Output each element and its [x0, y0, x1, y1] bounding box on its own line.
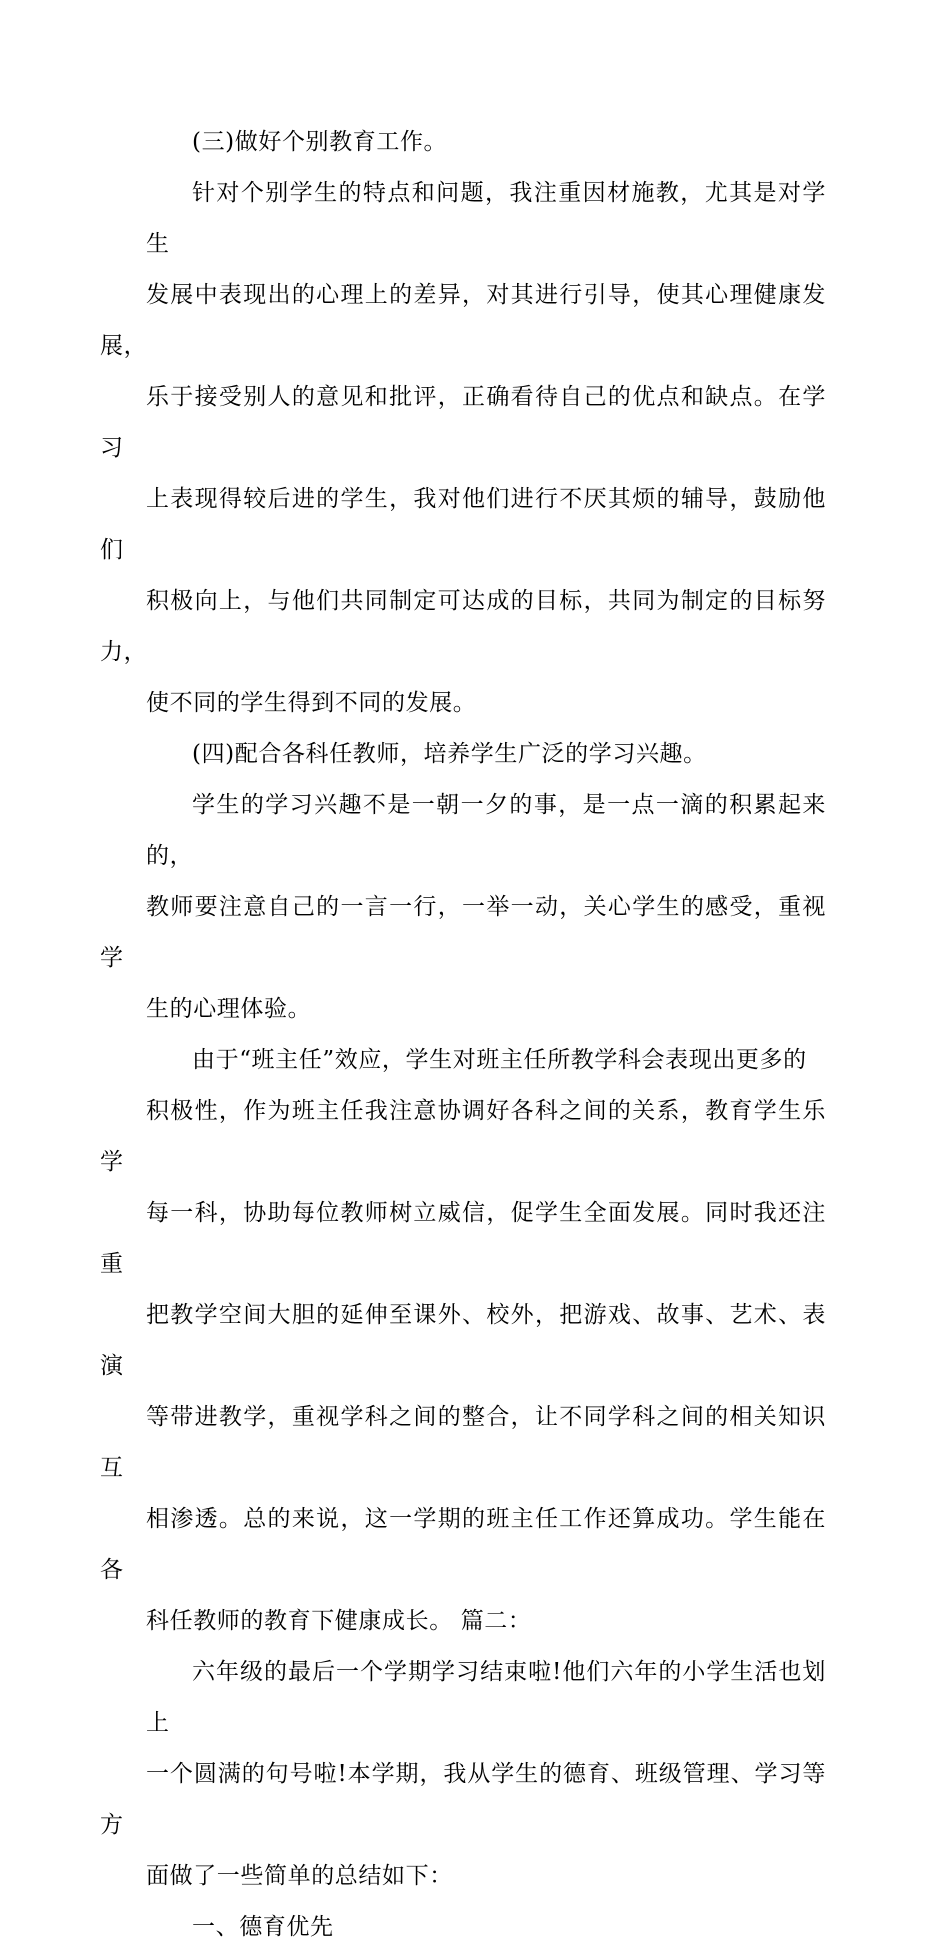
text-line: 教师要注意自己的一言一行，一举一动，关心学生的感受，重视学 — [100, 894, 826, 971]
text-line: 六年级的最后一个学期学习结束啦!他们六年的小学生活也划上 — [146, 1659, 826, 1736]
text-line: 使不同的学生得到不同的发展。 — [146, 690, 477, 716]
section-heading-individual-education — [146, 117, 826, 168]
text-line: 一个圆满的句号啦!本学期，我从学生的德育、班级管理、学习等方 — [100, 1761, 826, 1838]
text-line: 学生的学习兴趣不是一朝一夕的事，是一点一滴的积累起来的， — [146, 792, 826, 869]
document-body — [100, 117, 826, 1953]
text-line: 把教学空间大胆的延伸至课外、校外，把游戏、故事、艺术、表演 — [100, 1302, 826, 1379]
text-line: 面做了一些简单的总结如下： — [146, 1863, 453, 1889]
text-line: 科任教师的教育下健康成长。 篇二： — [146, 1608, 532, 1634]
text-line: 针对个别学生的特点和问题，我注重因材施教，尤其是对学生 — [146, 180, 826, 257]
paragraph-learning-interest — [100, 780, 826, 1035]
text-line: 等带进教学，重视学科之间的整合，让不同学科之间的相关知识互 — [100, 1404, 826, 1481]
section-heading-cooperate-teachers — [146, 729, 826, 780]
paragraph-grade-six-summary — [100, 1647, 826, 1902]
text-line: 相渗透。总的来说，这一学期的班主任工作还算成功。学生能在各 — [100, 1506, 826, 1583]
text-line: 乐于接受别人的意见和批评，正确看待自己的优点和缺点。在学习 — [100, 384, 826, 461]
text-line: 发展中表现出的心理上的差异，对其进行引导，使其心理健康发展， — [100, 282, 826, 359]
text-line: 一、德育优先 — [192, 1914, 334, 1940]
text-line: 生的心理体验。 — [146, 996, 312, 1022]
text-line: 积极向上，与他们共同制定可达成的目标，共同为制定的目标努力， — [100, 588, 826, 665]
paragraph-head-teacher-effect — [100, 1035, 826, 1647]
text-line: 上表现得较后进的学生，我对他们进行不厌其烦的辅导，鼓励他们 — [100, 486, 826, 563]
text-line: (三)做好个别教育工作。 — [192, 129, 448, 155]
text-line: (四)配合各科任教师，培养学生广泛的学习兴趣。 — [192, 741, 707, 767]
text-line: 积极性，作为班主任我注意协调好各科之间的关系，教育学生乐学 — [100, 1098, 826, 1175]
text-line: 由于“班主任”效应，学生对班主任所教学科会表现出更多的 — [192, 1047, 807, 1073]
section-heading-moral-education — [146, 1902, 826, 1953]
text-line: 每一科，协助每位教师树立威信，促学生全面发展。同时我还注重 — [100, 1200, 826, 1277]
paragraph-individual-education — [100, 168, 826, 729]
